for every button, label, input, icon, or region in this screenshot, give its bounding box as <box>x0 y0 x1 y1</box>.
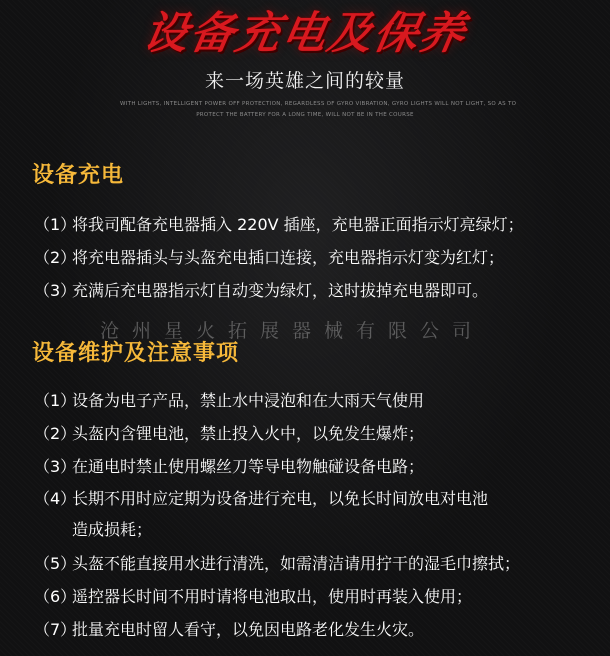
item-number: （3） <box>34 457 77 476</box>
charging-item <box>34 212 524 235</box>
item-text: 将我司配备充电器插入 220V 插座，充电器正面指示灯亮绿灯； <box>72 215 524 234</box>
item-number: （7） <box>34 620 77 639</box>
item-text: 在通电时禁止使用螺丝刀等导电物触碰设备电路； <box>72 457 425 476</box>
tagline-line-1: WITH LIGHTS, INTELLIGENT POWER OFF PROTECTION, REGARDLESS OF GYRO VIBRATION, GYRO LIGHTS WILL NOT LIGHT, SO AS TO <box>120 101 517 107</box>
item-number: （5） <box>34 554 77 573</box>
title-banner <box>0 6 610 62</box>
maintenance-item <box>34 617 424 640</box>
section-heading-maintenance: 设备维护及注意事项 <box>32 341 240 366</box>
item-text: 造成损耗； <box>72 520 153 539</box>
maintenance-item <box>34 454 424 477</box>
item-number: （2） <box>34 424 77 443</box>
item-number: （6） <box>34 587 77 606</box>
item-number: （4） <box>34 489 77 508</box>
page-subtitle: 来一场英雄之间的较量 <box>204 70 405 92</box>
item-text: 批量充电时留人看守，以免因电路老化发生火灾。 <box>72 620 425 639</box>
maintenance-item-continuation <box>34 517 152 540</box>
charging-item <box>34 278 488 301</box>
item-number: （3） <box>34 281 77 300</box>
item-number: （1） <box>34 391 77 410</box>
company-watermark: 沧州星火拓展器械有限公司 <box>100 320 485 342</box>
item-text: 头盔不能直接用水进行清洗，如需清洁请用拧干的湿毛巾擦拭； <box>72 554 521 573</box>
charging-item <box>34 245 504 268</box>
item-text: 遥控器长时间不用时请将电池取出，使用时再装入使用； <box>72 587 473 606</box>
item-number: （1） <box>34 215 77 234</box>
item-number: （2） <box>34 248 77 267</box>
item-text: 设备为电子产品，禁止水中浸泡和在大雨天气使用 <box>72 391 425 410</box>
maintenance-item <box>34 388 424 411</box>
maintenance-item <box>34 584 472 607</box>
tagline-line-2: PROTECT THE BATTERY FOR A LONG TIME, WILL NOT BE IN THE COURSE <box>196 112 414 118</box>
page-title: 设备充电及保养 <box>139 8 471 59</box>
item-text: 充满后充电器指示灯自动变为绿灯，这时拔掉充电器即可。 <box>72 281 489 300</box>
section-heading-charging: 设备充电 <box>32 163 125 188</box>
maintenance-item <box>34 486 488 509</box>
maintenance-item <box>34 551 520 574</box>
item-text: 将充电器插头与头盔充电插口连接，充电器指示灯变为红灯； <box>72 248 505 267</box>
item-text: 头盔内含锂电池，禁止投入火中，以免发生爆炸； <box>72 424 425 443</box>
maintenance-item <box>34 421 424 444</box>
item-text: 长期不用时应定期为设备进行充电，以免长时间放电对电池 <box>72 489 489 508</box>
